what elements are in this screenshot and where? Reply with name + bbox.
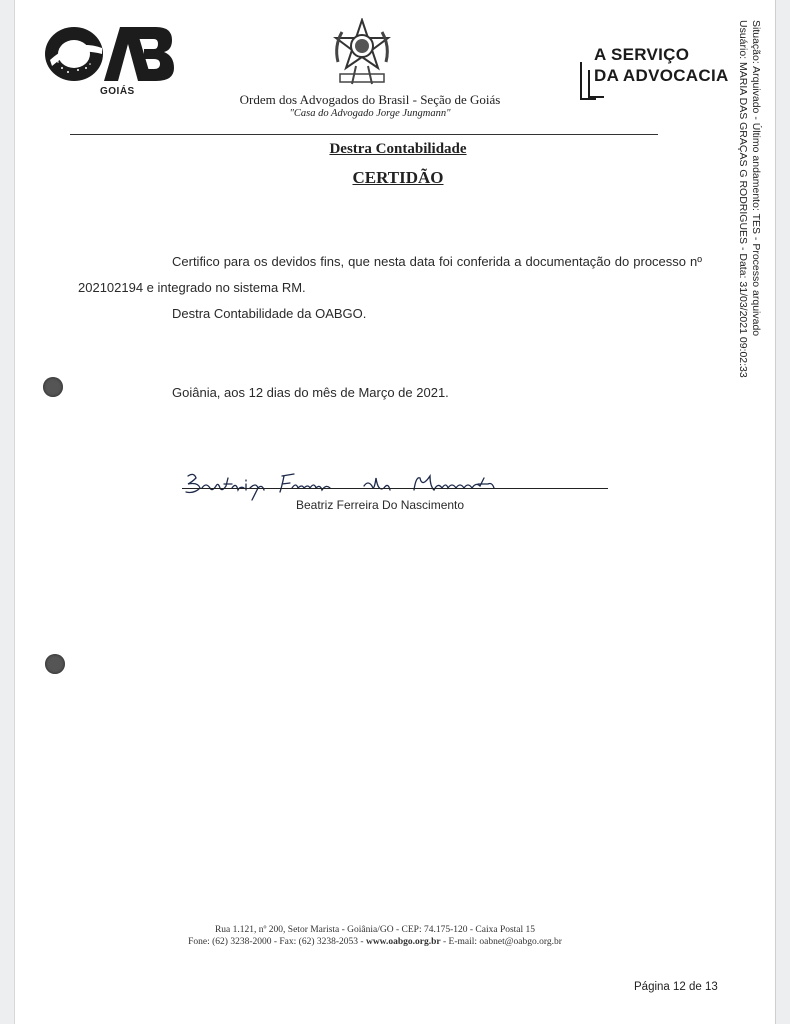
footer-website[interactable]: www.oabgo.org.br	[365, 937, 441, 947]
header-divider	[70, 134, 658, 135]
page-number: Página 12 de 13	[634, 981, 718, 993]
stamp-line-1: Situação: Arquivado - Último andamento: TES - Processo arquivado	[750, 20, 762, 337]
department-heading: Destra Contabilidade	[329, 141, 467, 157]
punch-hole-bottom	[45, 654, 65, 674]
system-stamp	[710, 20, 770, 378]
slogan-line-2: DA ADVOCACIA	[594, 66, 729, 85]
footer-phone: Fone: (62) 3238-2000 - Fax: (62) 3238-2053 -	[188, 937, 366, 947]
signer-name: Beatriz Ferreira Do Nascimento	[296, 498, 465, 512]
footer-contact	[140, 936, 610, 948]
punch-hole-top	[43, 377, 63, 397]
slogan-line-1: A SERVIÇO	[594, 45, 690, 64]
handwritten-signature	[184, 468, 510, 502]
organization-subtitle: "Casa do Advogado Jorge Jungmann"	[289, 108, 451, 119]
organization-name: Ordem dos Advogados do Brasil - Seção de Goiás	[239, 92, 501, 107]
footer-email: - E-mail: oabnet@oabgo.org.br	[440, 937, 562, 947]
certificate-paragraph: Certifico para os devidos fins, que nesta data foi conferida a documentação do processo nº 202102194 e integrado no sistema RM.	[78, 254, 702, 295]
stamp-line-2: Usuário: MARIA DAS GRAÇAS G RODRIGUES - Data: 31/03/2021 09:02:33	[737, 20, 749, 378]
oab-logo	[44, 24, 174, 84]
oab-logo-subtitle: GOIÁS	[100, 86, 135, 97]
signature-line	[182, 488, 608, 489]
certificate-body	[78, 249, 702, 327]
footer	[140, 924, 610, 948]
footer-address: Rua 1.121, nº 200, Setor Marista - Goiânia/GO - CEP: 74.175-120 - Caixa Postal 15	[214, 925, 536, 935]
slogan	[594, 44, 729, 86]
certificate-closing: Destra Contabilidade da OABGO.	[172, 306, 367, 321]
coat-of-arms-emblem	[330, 18, 394, 88]
date-line: Goiânia, aos 12 dias do mês de Março de 2021.	[172, 385, 449, 400]
document-title: CERTIDÃO	[352, 168, 444, 187]
